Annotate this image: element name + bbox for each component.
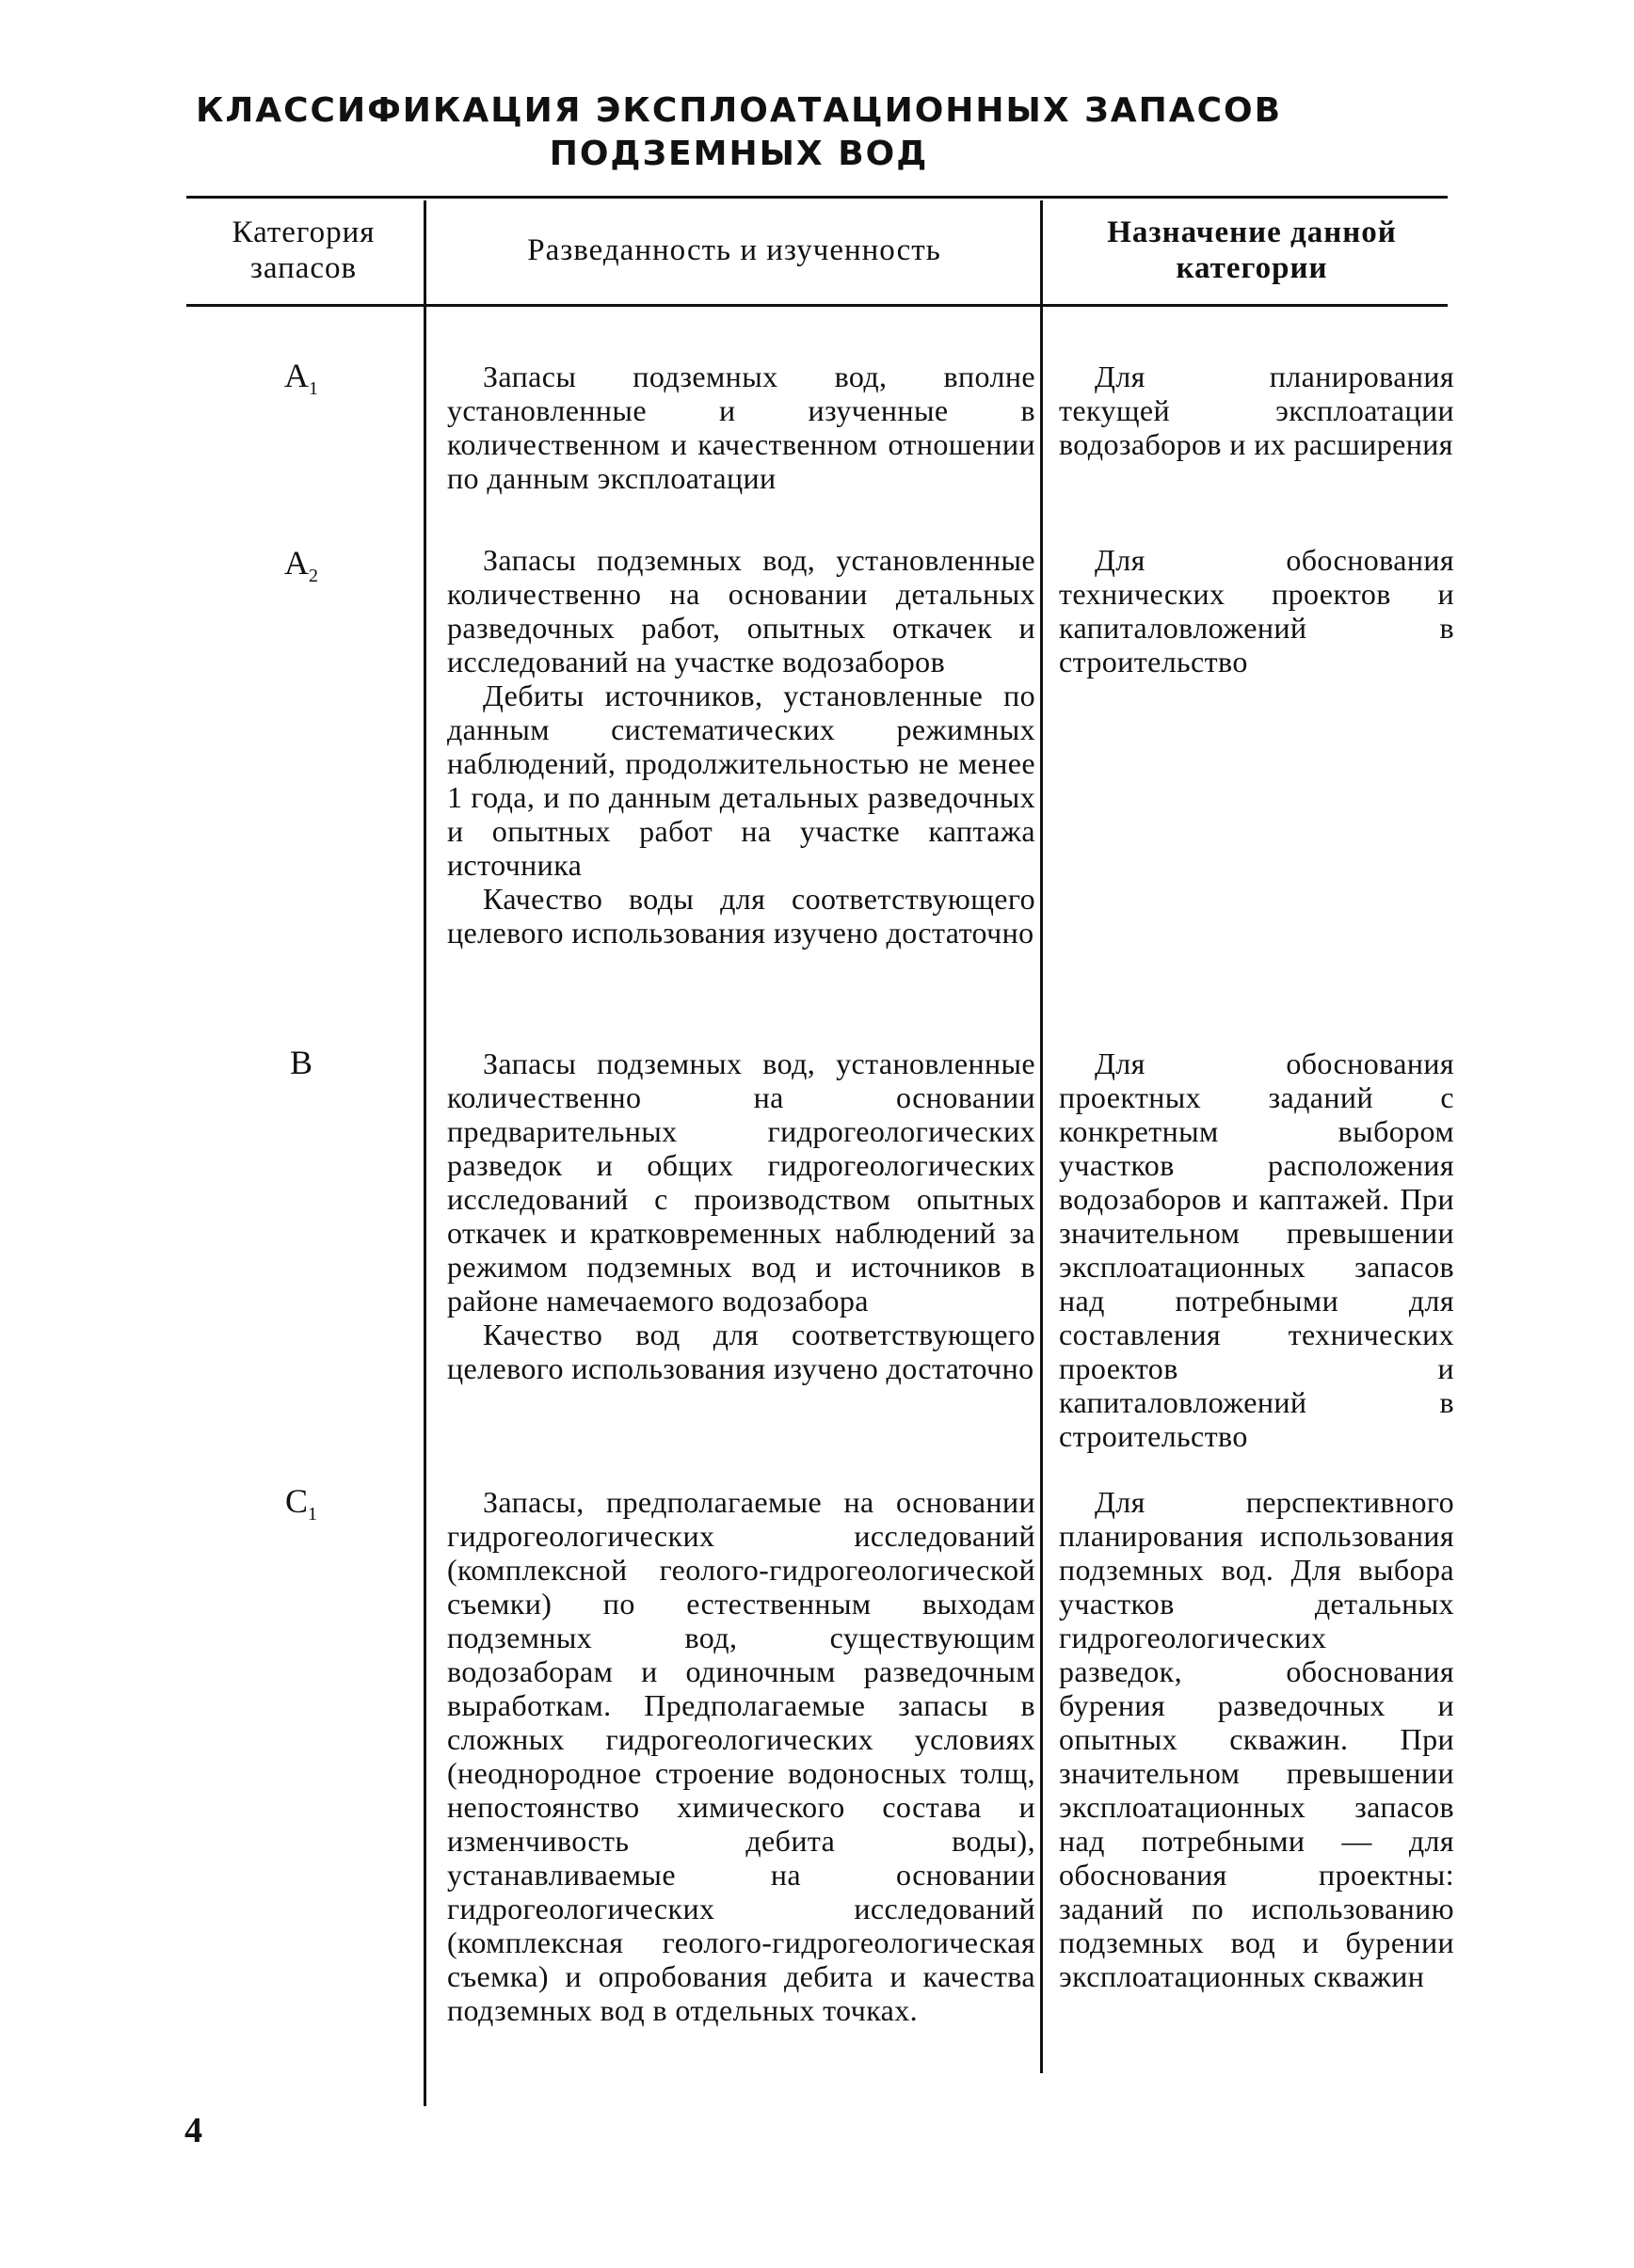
exploration-paragraph: Запасы подземных вод, установленные количественно на основании детальных разведочных работ, опытных откачек и исследований на участке водозаборов bbox=[447, 543, 1035, 679]
category-cell: $A_1$ bbox=[284, 357, 318, 399]
exploration-paragraph: Запасы, предполагаемые на основании гидрогеологических исследований (комплексной геолого-гидрогеологической съемки) по естественным выходам подземных вод, существующим водозаборам и одиночным разведочным выработкам. Предполагаемые запасы в сложных гидрогеологических условиях (неоднородное строение водоносных толщ, непостоянство химического состава и изменчивость дебита воды), устанавливаемые на основании гидрогеологических исследований (комплексная геолого-гидрогеологическая съемка) и опробования дебита и качества подземных вод в отдельных точках. bbox=[447, 1485, 1035, 2027]
title-line-1: КЛАССИФИКАЦИЯ ЭКСПЛОАТАЦИОННЫХ ЗАПАСОВ bbox=[195, 91, 1283, 130]
document-title bbox=[188, 89, 1290, 176]
purpose-cell: Для перспективного планирования использования подземных вод. Для выбора участков детальных гидрогеологических разведок, обоснования бурения разведочных и опытных скважин. При значительном превышении эксплоатационных запасов над потребными — для обоснования проектны: заданий по использованию подземных вод и бурении эксплоатационных скважин bbox=[1059, 1485, 1454, 1993]
exploration-paragraph: Качество воды для соответствующего целевого использования изучено достаточно bbox=[447, 882, 1035, 950]
purpose-cell: Для обоснования технических проектов и капиталовложений в строительство bbox=[1059, 543, 1454, 679]
exploration-cell bbox=[447, 1046, 1035, 1385]
header-exploration: Разведанность и изученность bbox=[527, 233, 941, 267]
category-cell: $C_1$ bbox=[284, 1482, 317, 1525]
exploration-paragraph: Качество вод для соответствующего целевого использования изучено достаточно bbox=[447, 1318, 1035, 1385]
exploration-paragraph: Запасы подземных вод, вполне установленные и изученные в количественном и качественном отношении по данным эксплоатации bbox=[447, 359, 1035, 495]
header-purpose-line-1: Назначение данной bbox=[1107, 216, 1397, 249]
title-line-2: ПОДЗЕМНЫХ ВОД bbox=[549, 135, 929, 173]
header-category-line-2: запасов bbox=[249, 251, 358, 285]
column-divider-2 bbox=[1040, 200, 1043, 2073]
purpose-cell: Для планирования текущей эксплоатации водозаборов и их расширения bbox=[1059, 359, 1454, 461]
exploration-paragraph: Запасы подземных вод, установленные количественно на основании предварительных гидрогеологических разведок и общих гидрогеологических исследований с производством опытных откачек и кратковременных наблюдений за режимом подземных вод и источников в районе намечаемого водозабора bbox=[447, 1046, 1035, 1318]
category-cell: B bbox=[289, 1044, 312, 1081]
header-purpose bbox=[1049, 215, 1454, 286]
table-top-rule bbox=[186, 196, 1448, 199]
header-category-line-1: Категория bbox=[232, 216, 376, 249]
header-category bbox=[188, 215, 419, 286]
header-bottom-rule bbox=[186, 304, 1448, 307]
exploration-paragraph: Дебиты источников, установленные по данным систематических режимных наблюдений, продолжительностью не менее 1 года, и по данным детальных разведочных и опытных работ на участке каптажа источника bbox=[447, 679, 1035, 882]
exploration-cell bbox=[447, 543, 1035, 950]
header-purpose-line-2: категории bbox=[1176, 251, 1328, 285]
exploration-cell bbox=[447, 1485, 1035, 2027]
column-divider-1 bbox=[424, 200, 426, 2106]
page-number: 4 bbox=[184, 2111, 202, 2150]
purpose-cell: Для обоснования проектных заданий с конкретным выбором участков расположения водозаборов и каптажей. При значительном превышении эксплоатационных запасов над потребными для составления технических проектов и капиталовложений в строительство bbox=[1059, 1046, 1454, 1453]
exploration-cell bbox=[447, 359, 1035, 495]
category-cell: $A_2$ bbox=[284, 544, 318, 586]
